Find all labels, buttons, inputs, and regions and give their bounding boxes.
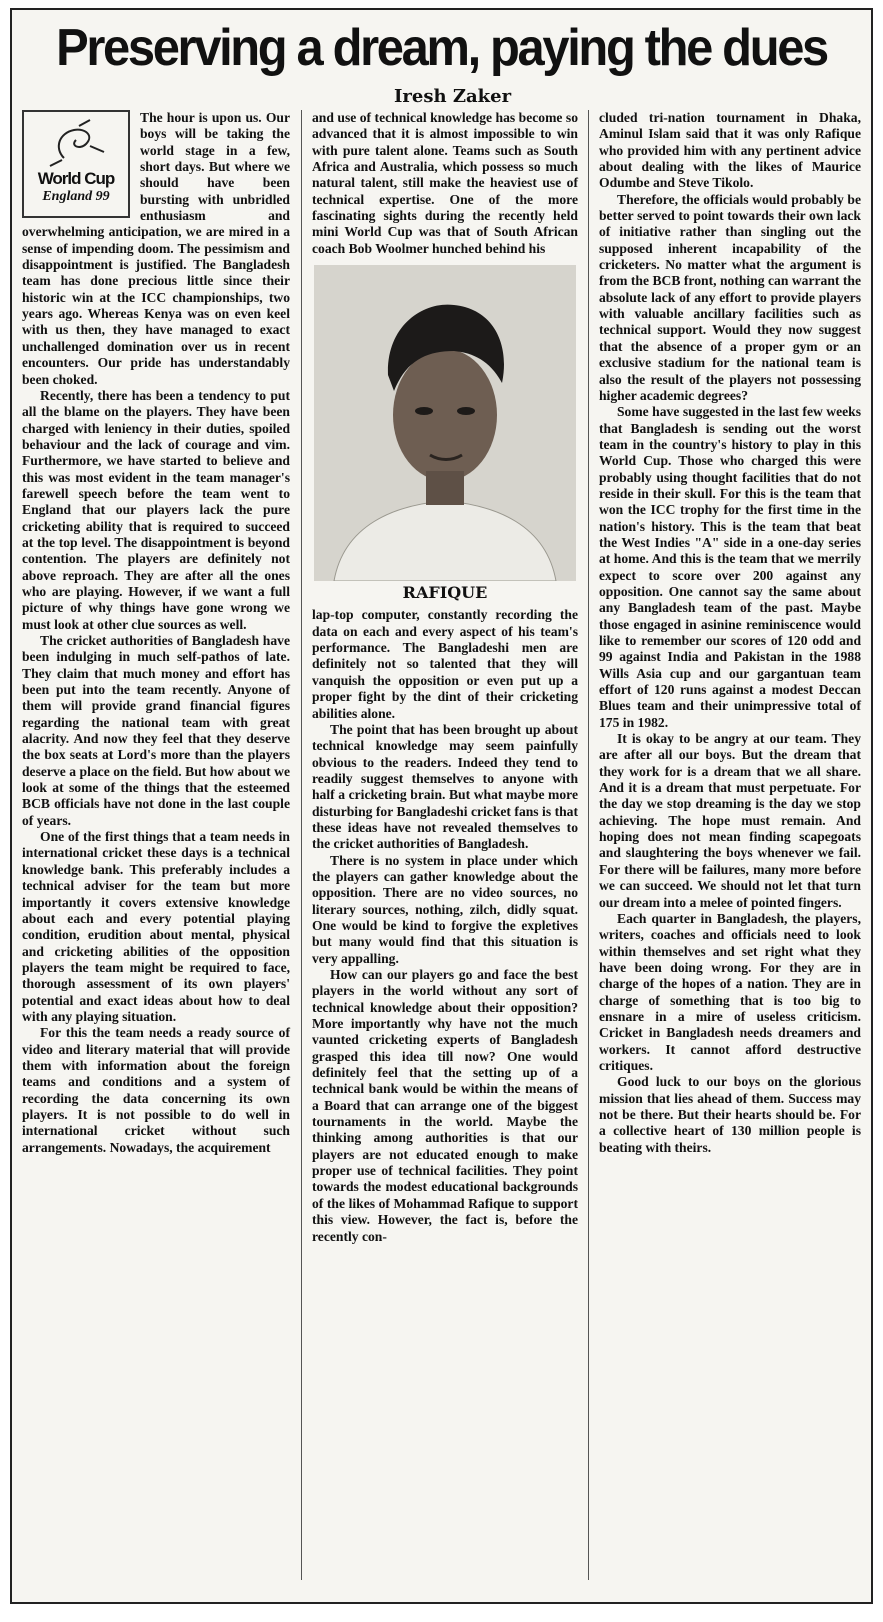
paragraph: The cricket authorities of Bangladesh have been indulging in much self-pathos of late. They claim that much money and effort has been put into the team recently. Anyone of them will provide grand financial figures regarding the national team with great alacrity. And now they feel that they deserve the box seats at Lord's more than the players deserve a place on the field. But how about we look at some of the things that the esteemed BCB officials have not done in the last couple of years. (22, 633, 290, 828)
newspaper-clipping (10, 8, 873, 1604)
paragraph: cluded tri-nation tournament in Dhaka, Aminul Islam said that it was only Rafique who provided him with any pertinent advice about dealing with the likes of Maurice Odumbe and Steve Tikolo. (599, 110, 861, 191)
paragraph: Each quarter in Bangladesh, the players, writers, coaches and officials need to look within themselves and set right what they have been doing wrong. For they are in charge of the hopes of a nation. They are in charge of something that is too big to ensnare in a mire of useless criticism. Cricket in Bangladesh needs dreamers and workers. It cannot afford destructive critiques. (599, 910, 861, 1073)
article-column-3 (599, 110, 861, 1156)
paragraph: Some have suggested in the last few weeks that Bangladesh is sending out the worst team in the country's history to play in this World Cup. Those who charged this were probably using thought facilities that do not reside in their skull. For this is the team that won the ICC trophy for the first time in the nation's history. This is the team that beat the West Indies "A" side in a one-day series at home. And this is the team that we merrily expect to score over 200 against any opposition. One cannot say the same about any Bangladesh team of the past. Maybe those engaged in asinine reminiscence would like to remember our scores of 120 odd and 99 against India and Pakistan in the 1988 Wills Asia cup and our gargantuan team effort of 120 runs against a modest Deccan Blues team and their unimpressive total of 175 in 1982. (599, 404, 861, 730)
paragraph: and use of technical knowledge has become so advanced that it is almost impossible to win with pure talent alone. Teams such as South Africa and Australia, which possess so much natural talent, still make the heaviest use of technical expertise. One of the more fascinating sights during the recently held mini World Cup was that of South African coach Bob Woolmer hunched behind his (312, 110, 578, 256)
byline: Iresh Zaker (394, 86, 512, 107)
paragraph: The hour is upon us. Our boys will be taking the world stage in a few, short days. But where we should have been bursting with unbridled enthusiasm and overwhelming anticipation, we are mired in a sense of impending doom. The pessimism and disappointment is justified. The Bangladesh team has done precious little since their historic win at the ICC championships, two years ago. Whereas Kenya was on even keel with us then, they have managed to exact unchallenged domination over us in recent encounters. Our pride has understandably been choked. (22, 110, 290, 387)
paragraph: Recently, there has been a tendency to put all the blame on the players. They have been charged with leniency in their duties, spoiled behaviour and the lack of courage and vim. Furthermore, we have started to believe and this was most evident in the team manager's farewell speech before the team went to England that our players lack the pure cricketing ability that is required to succeed at the top level. The disappointment is beyond contention. The players are definitely not above reproach. They are after all the ones who are playing. However, if we want a full picture of why things have gone wrong we must look at other clue sources as well. (22, 387, 290, 632)
logo-subtitle: England 99 (42, 189, 110, 204)
paragraph: Therefore, the officials would probably be better served to point towards their own lack of initiative rather than singling out the supposed inherent incapability of the cricketers. No matter what the argument is from the BCB front, nothing can warrant the absolute lack of any effort to provide players with valuable ancillary facilities such as technical support. Would they now suggest that the absence of a proper gym or an exclusive stadium for the national team is also the result of the players not possessing higher academic degrees? (599, 191, 861, 403)
column-divider (301, 110, 302, 1580)
world-cup-logo (22, 110, 130, 218)
article-column-1 (22, 110, 290, 1156)
photo-block (312, 265, 578, 601)
paragraph: There is no system in place under which the players can gather knowledge about the opposition. There are no video sources, no literary sources, nothing, zilch, didly squat. One would be kind to forgive the expletives but many would find that this situation is very appalling. (312, 852, 578, 966)
paragraph: Good luck to our boys on the glorious mission that lies ahead of them. Success may not be there. But their hearts should be. For a collective heart of 130 million people is beating with theirs. (599, 1074, 861, 1155)
photo-caption: RAFIQUE (402, 583, 488, 603)
paragraph: lap-top computer, constantly recording the data on each and every aspect of his team's performance. The Bangladeshi men are definitely not so talented that they will vanquish the opposition or even put up a proper fight by the dint of their cricketing abilities alone. (312, 607, 578, 721)
paragraph: For this the team needs a ready source of video and literary material that will provide them with information about the foreign teams and conditions and a system of recording the data concerning its own players. It is not possible to do well in international cricket without such arrangements. Nowadays, the acquirement (22, 1025, 290, 1155)
paragraph: How can our players go and face the best players in the world without any sort of technical knowledge about their opposition? More importantly why have not the much vaunted cricketing experts of Bangladesh grasped this idea till now? One would definitely feel that the setting up of a technical bank would be within the means of a Board that can arrange one of the biggest tournaments in the world. Maybe the thinking among authorities is that our players are not educated enough to make proper use of technical facilities. They point towards the modest educational backgrounds of the likes of Mohammad Rafique to support this view. However, the fact is, before the recently con- (312, 967, 578, 1244)
cricketer-sketch-icon (24, 118, 124, 168)
column-divider (588, 110, 589, 1580)
headline: Preserving a dream, paying the dues (56, 19, 827, 77)
article-column-2 (312, 110, 578, 1245)
paragraph: The point that has been brought up about technical knowledge may seem painfully obvious to the readers. Indeed they tend to readily suggest themselves to anyone with half a cricketing brain. But what maybe more disturbing for Bangladeshi cricket fans is that these ideas have not revealed themselves to the cricket authorities of Bangladesh. (312, 721, 578, 852)
portrait-icon (314, 265, 576, 581)
rafique-photo (314, 265, 576, 581)
logo-title: World Cup (37, 169, 115, 188)
paragraph: One of the first things that a team needs in international cricket these days is a technical knowledge bank. This preferably includes a technical adviser for the team but more importantly it covers extensive knowledge about each and every potential playing condition, erudition about mental, physical and cricketing abilities of the opposition players the team might be required to face, thorough assessment of its own players' potential and exact ideas about how to deal with any playing situation. (22, 829, 290, 1024)
paragraph: It is okay to be angry at our team. They are after all our boys. But the dream that they work for is a dream that we all share. And it is a dream that must perpetuate. For the day we stop dreaming is the day we stop achieving. The hope must remain. And hoping does not mean finding scapegoats and slaughtering the boys whenever we fail. For there will be failures, many more before we can succeed. We should not let that turn our dream into a melee of pointed fingers. (599, 731, 861, 910)
